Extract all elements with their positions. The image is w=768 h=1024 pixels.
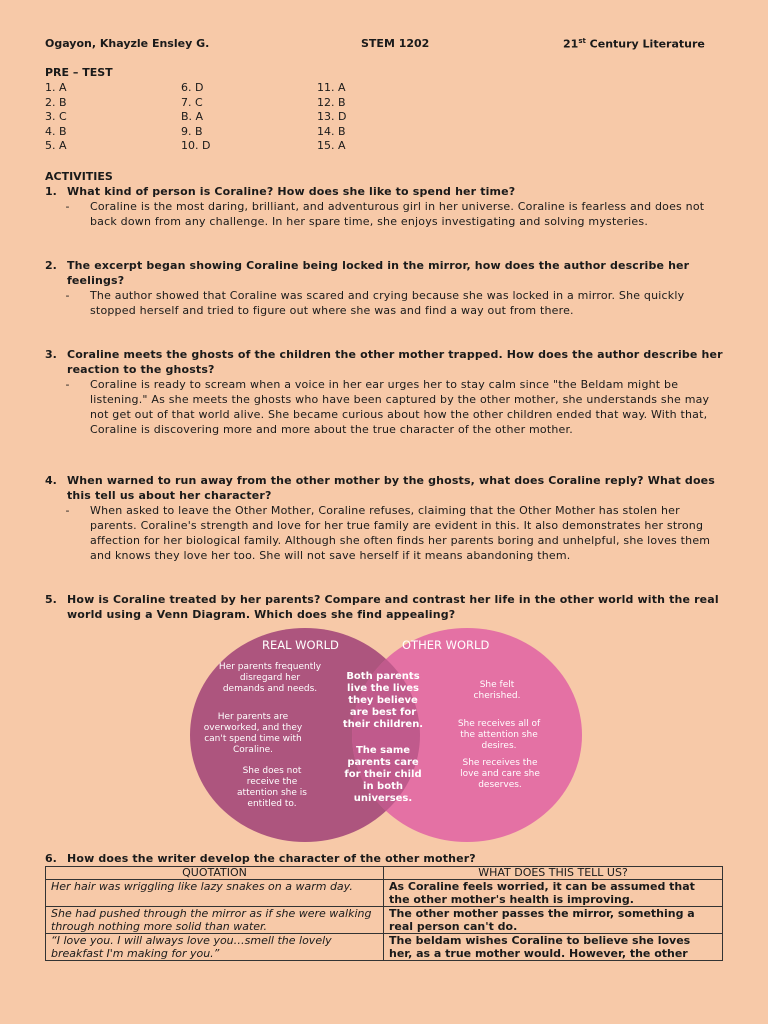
question-number: 3. xyxy=(45,348,57,361)
activity-item-2 xyxy=(45,258,725,318)
activities-title: ACTIVITIES xyxy=(45,170,113,183)
answer-text: The author showed that Coraline was scared and crying because she was locked in a mirror. She quickly stopped herself and tried to figure out where she was and find a way out from there. xyxy=(90,289,685,317)
pretest-answer: 10. D xyxy=(181,139,211,153)
pretest-answer: 13. D xyxy=(317,110,347,124)
pretest-col-3 xyxy=(317,81,346,154)
venn-left-item: Her parents frequently disregard her demands and needs. xyxy=(218,662,322,694)
pretest-answer: 4. B xyxy=(45,124,67,138)
question-number: 1. xyxy=(45,185,57,198)
pretest-title: PRE – TEST xyxy=(45,66,113,79)
answer xyxy=(45,377,725,437)
venn-left-item: Her parents are overworked, and they can't spend time with Coraline. xyxy=(203,712,303,755)
question-text: The excerpt began showing Coraline being locked in the mirror, how does the author describe her feelings? xyxy=(67,259,690,287)
meaning-cell: The other mother passes the mirror, something a real person can't do. xyxy=(384,907,723,934)
subject-label xyxy=(563,37,705,51)
pretest-answer: 14. B xyxy=(317,124,346,138)
pretest-col-1 xyxy=(45,81,67,154)
quote-cell: “I love you. I will always love you…smell the lovely breakfast I'm making for you.” xyxy=(46,934,384,961)
venn-center-item: Both parents live the lives they believe are best for their children. xyxy=(342,671,424,730)
pretest-answer: B. A xyxy=(181,110,204,124)
pretest-answer: 2. B xyxy=(45,95,67,109)
answer-text: Coraline is the most daring, brilliant, and adventurous girl in her universe. Coraline is fearless and does not back down from any challenge. In her spare time, she enjoys investigating and solving mysteries. xyxy=(90,200,705,228)
subject-rest: Century Literature xyxy=(585,37,705,51)
table-row xyxy=(46,907,723,934)
activity-item-6 xyxy=(45,851,725,866)
answer-dash: - xyxy=(65,200,70,213)
answer xyxy=(45,199,725,229)
venn-diagram xyxy=(190,628,582,842)
venn-right-title: OTHER WORLD xyxy=(402,638,490,652)
subject-sup: st xyxy=(578,37,586,45)
quotes-table xyxy=(45,866,723,961)
pretest-answer: 1. A xyxy=(45,81,67,94)
question-text: How is Coraline treated by her parents? Compare and contrast her life in the other world with the real world using a Venn Diagram. Which does she find appealing? xyxy=(67,593,719,621)
pretest-answer: 5. A xyxy=(45,139,67,153)
question xyxy=(45,258,725,288)
student-name: Ogayon, Khayzle Ensley G. xyxy=(45,37,210,50)
table-row xyxy=(46,880,723,907)
subject-prefix: 21 xyxy=(563,37,579,51)
pretest-answer: 12. B xyxy=(317,95,346,109)
activity-item-1 xyxy=(45,184,725,229)
pretest-answer: 6. D xyxy=(181,81,204,94)
question xyxy=(45,473,725,503)
meaning-cell: The beldam wishes Coraline to believe she loves her, as a true mother would. However, the other xyxy=(384,934,723,961)
question-number: 6. xyxy=(45,852,57,865)
venn-left-item: She does not receive the attention she is entitled to. xyxy=(237,766,307,809)
venn-right-item: She receives the love and care she deserves. xyxy=(460,758,540,790)
question-text: How does the writer develop the character of the other mother? xyxy=(67,852,476,865)
pretest-answer: 9. B xyxy=(181,124,203,138)
question-text: When warned to run away from the other mother by the ghosts, what does Coraline reply? What does this tell us about her character? xyxy=(67,474,715,502)
pretest-answer: 7. C xyxy=(181,95,203,109)
venn-right-item: She felt cherished. xyxy=(473,680,521,701)
question-text: What kind of person is Coraline? How does she like to spend her time? xyxy=(67,185,516,198)
activity-item-3 xyxy=(45,347,725,437)
question xyxy=(45,347,725,377)
column-header-meaning: WHAT DOES THIS TELL US? xyxy=(384,867,723,880)
table-header-row xyxy=(46,867,723,880)
question xyxy=(45,851,725,866)
venn-center-item: The same parents care for their child in both universes. xyxy=(344,745,422,804)
quote-cell: Her hair was wriggling like lazy snakes on a warm day. xyxy=(46,880,384,907)
answer-dash: - xyxy=(65,289,70,302)
question-number: 5. xyxy=(45,593,57,606)
question xyxy=(45,184,725,199)
pretest-answer: 3. C xyxy=(45,110,67,124)
answer-dash: - xyxy=(65,378,70,391)
answer-text: Coraline is ready to scream when a voice in her ear urges her to stay calm since "the Beldam might be listening." As she meets the ghosts who have been captured by the other mother, she understands she may not get out of that world alive. She became curious about how the other children ended that way. With that, Coraline is discovering more and more about the true character of the other mother. xyxy=(90,378,710,436)
column-header-quotation: QUOTATION xyxy=(46,867,384,880)
answer-dash: - xyxy=(65,504,70,517)
question-number: 4. xyxy=(45,474,57,487)
activity-item-4 xyxy=(45,473,725,563)
pretest-col-2 xyxy=(181,81,210,154)
pretest-answer: 11. A xyxy=(317,81,346,94)
meaning-cell: As Coraline feels worried, it can be assumed that the other mother's health is improving. xyxy=(384,880,723,907)
activity-item-5 xyxy=(45,592,725,622)
pretest-answer: 15. A xyxy=(317,139,346,153)
section-label: STEM 1202 xyxy=(361,37,430,50)
answer xyxy=(45,503,725,563)
quote-cell: She had pushed through the mirror as if she were walking through nothing more solid than water. xyxy=(46,907,384,934)
venn-right-item: She receives all of the attention she desires. xyxy=(457,719,541,751)
question-text: Coraline meets the ghosts of the children the other mother trapped. How does the author describe her reaction to the ghosts? xyxy=(67,348,723,376)
answer xyxy=(45,288,725,318)
answer-text: When asked to leave the Other Mother, Coraline refuses, claiming that the Other Mother has stolen her parents. Coraline's strength and love for her true family are evident in this. It also demonstrates her strong affection for her biological family. Although she often finds her parents boring and unhelpful, she loves them and knows they love her too. She will not save herself if it means abandoning them. xyxy=(90,504,711,562)
venn-left-title: REAL WORLD xyxy=(262,638,339,652)
question-number: 2. xyxy=(45,259,57,272)
table-row xyxy=(46,934,723,961)
question xyxy=(45,592,725,622)
